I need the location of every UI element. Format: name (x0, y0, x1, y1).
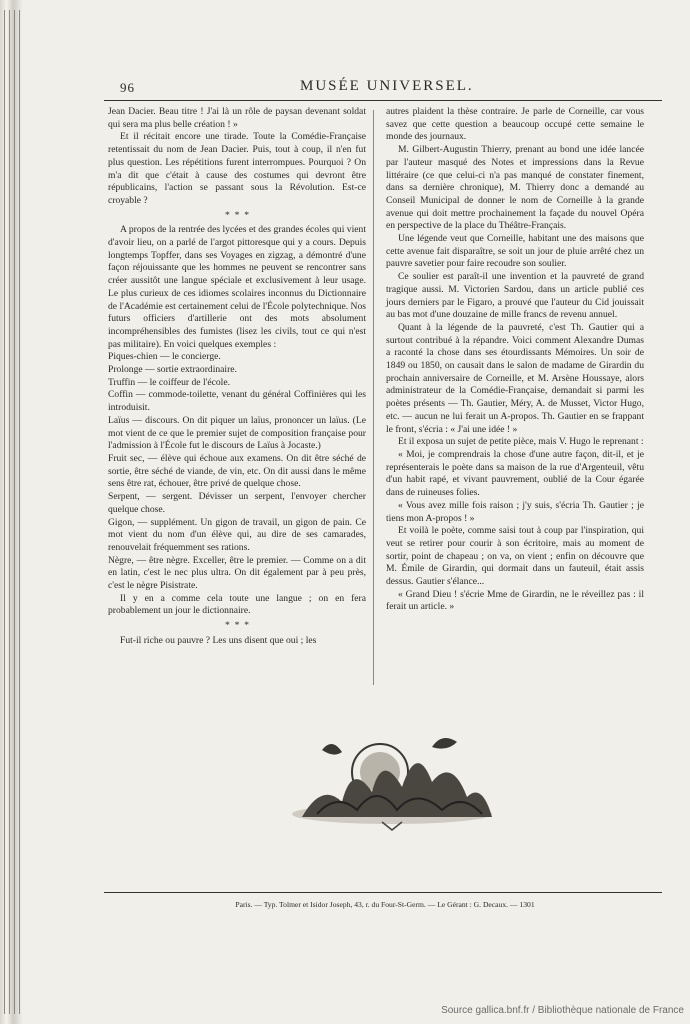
paragraph: « Grand Dieu ! s'écrie Mme de Girardin, ne le réveillez pas : il ferait un article. » (386, 588, 644, 613)
paragraph: Jean Dacier. Beau titre ! J'ai là un rôle de paysan devenant soldat qui sera ma plus belle création ! » (108, 106, 366, 130)
printer-imprint: Paris. — Typ. Tolmer et Isidor Joseph, 43, r. du Four-St-Germ. — Le Gérant : G. Decaux. — 1301 (235, 900, 535, 909)
paragraph: Une légende veut que Corneille, habitant une des maisons que cette avenue fait disparaître, se soit un jour de pluie arrêté chez un pauvre savetier pour faire recoudre son soulier. (386, 233, 644, 270)
paragraph: Coffin — commode-toilette, venant du général Coffinières qui les introduisit. (108, 389, 366, 414)
right-column (386, 106, 644, 614)
paragraph: Gigon, — supplément. Un gigon de travail, un gigon de pain. Ce mot vient du nom d'un élève qui, au dire de ses camarades, renouvelait fréquemment ses rations. (108, 516, 366, 553)
paragraph: A propos de la rentrée des lycées et des grandes écoles qui vient d'avoir lieu, on a parlé de l'argot pittoresque qui y a cours. Depuis longtemps Topffer, dans ses Voyages en zigzag, a démontré d'une façon réjouissante que les hommes ne peuvent se rencontrer sans créer aussitôt une langue spéciale et exclusivement à leur usage. Le plus curieux de ces idiomes scolaires inconnus du Dictionnaire de l'Académie est certainement celui de l'École polytechnique. Nos futurs officiers d'artillerie ont des mots absolument incompréhensibles des fumistes (lisez les civils, tout ce qui n'est pas militaire). En voici quelques exemples : (108, 224, 366, 350)
paragraph: Quant à la légende de la pauvreté, c'est Th. Gautier qui a surtout contribué à la répandre. Voici comment Alexandre Dumas a raconté la chose dans ses étourdissants Mémoires. Un soir de 1849 ou 1850, on causait dans le salon de madame de Girardin du prochain anniversaire de Corneille, et M. Arsène Houssaye, alors administrateur de la Comédie-Française, demandait si parmi les poètes présents — Th. Gautier, Méry, A. de Musset, Victor Hugo, etc. — aucun ne lui ferait un A-propos. Th. Gautier en se frappant le front, s'écria : « J'ai une idée ! » (386, 321, 644, 435)
paragraph: M. Gilbert-Augustin Thierry, prenant au bond une idée lancée par l'auteur masqué des Notes et impressions dans la Revue littéraire (ce que celui-ci n'a pas manqué de constater finement, dans sa dernière chronique), M. Thierry donc a demandé au Conseil Municipal de donner le nom de Corneille à la grande avenue qui doit mettre prochainement la façade du nouvel Opéra en perspective de la place du Théâtre-Français. (386, 144, 644, 232)
paragraph: Laïus — discours. On dit piquer un laïus, prononcer un laïus. (Le mot vient de ce que le premier sujet de composition française pour l'admission à l'École fut le discours de Laïus à Jocaste.) (108, 414, 366, 452)
paragraph: Nègre, — être nègre. Exceller, être le premier. — Comme on a dit en latin, c'est le nec plus ultra. On dit également par à peu près, c'est le nègre Pisistrate. (108, 554, 366, 592)
paragraph: autres plaident la thèse contraire. Je parle de Corneille, car vous savez que cette question a beaucoup occupé cette semaine le monde des journaux. (386, 106, 644, 143)
source-attribution: Source gallica.bnf.fr / Bibliothèque nationale de France (441, 1005, 684, 1016)
page-number: 96 (120, 80, 135, 95)
paragraph: Ce soulier est paraît-il une invention et la pauvreté de grand tragique aussi. M. Victorien Sardou, dans un article publié ces jours derniers par le Figaro, a prouvé que l'auteur du Cid jouissait au bas mot d'une douzaine de mille francs de revenu annuel. (386, 271, 644, 321)
paragraph: Et il récitait encore une tirade. Toute la Comédie-Française retentissait du nom de Jean Dacier. Puis, tout à coup, il n'en fut plus question. Les répétitions furent interrompues. Pourquoi ? On m'a dit que c'était à cause des costumes qui devront être républicains, l'action se passant sous la Révolution. Est-ce croyable ? (108, 131, 366, 206)
left-column (108, 106, 366, 648)
paragraph: Et il exposa un sujet de petite pièce, mais V. Hugo le reprenant : (398, 436, 644, 448)
paragraph: Et voilà le poète, comme saisi tout à coup par l'inspiration, qui veut se retirer pour courir à son écritoire, mais au moment de sortir, point de chapeau ; on va, on vient ; enfin on découvre que M. Émile de Girardin, qui dormait dans un fauteuil, était assis dessus. Gautier s'élance... (386, 525, 644, 588)
paragraph: Fut-il riche ou pauvre ? Les uns disent que oui ; les (120, 634, 317, 646)
section-break: * * * (225, 620, 249, 632)
paragraph: « Vous avez mille fois raison ; j'y suis, s'écria Th. Gautier ; je tiens mon A-propos ! » (386, 499, 644, 524)
column-divider (373, 110, 374, 685)
paragraph: Truffin — le coiffeur de l'école. (108, 376, 230, 388)
header-rule (104, 100, 662, 101)
paragraph: Prolonge — sortie extraordinaire. (108, 364, 237, 376)
running-title: MUSÉE UNIVERSEL. (300, 78, 474, 94)
section-break: * * * (225, 209, 249, 221)
paragraph: Piques-chien — le concierge. (108, 351, 221, 363)
paragraph: « Moi, je comprendrais la chose d'une autre façon, dit-il, et je représenterais le poète dans sa maison de la rue d'Argenteuil, vêtu d'un habit rapé, et vivant pauvrement, oublié de la Cour égarée dans de ruineuses folies. (386, 448, 644, 499)
paragraph: Fruit sec, — élève qui échoue aux examens. On dit être séché de sortie, être séché de viande, de vin, etc. On dit aussi dans le même sens être rat, échouer, être privé de quelque chose. (108, 452, 366, 490)
paragraph: Serpent, — sergent. Dévisser un serpent, l'envoyer chercher quelque chose. (108, 491, 366, 515)
decorative-vignette-image (282, 722, 502, 832)
paragraph: Il y en a comme cela toute une langue ; on en fera probablement un jour le dictionnaire. (108, 592, 366, 617)
footer-rule (104, 892, 662, 893)
